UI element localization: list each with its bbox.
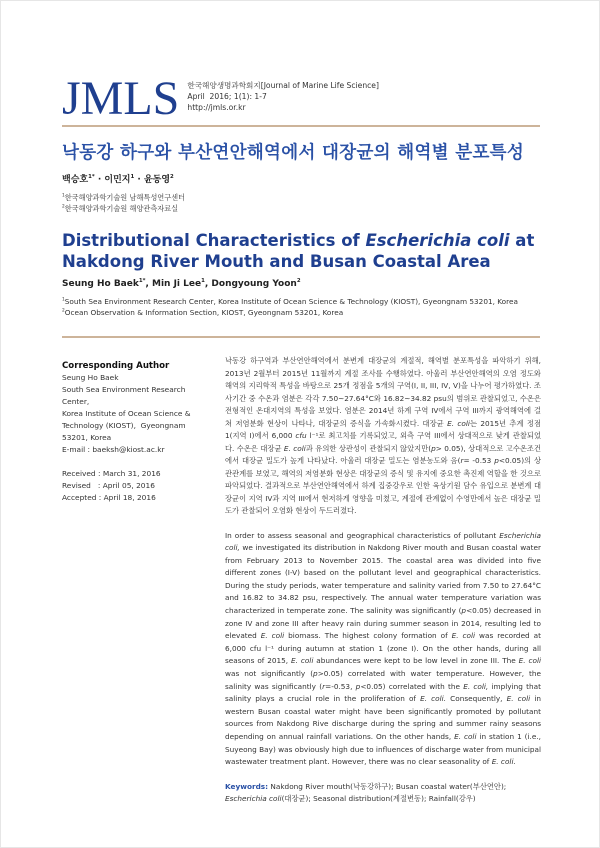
italic-term: E. coli <box>454 732 477 741</box>
text-run: abundances were kept to be low level in zone III. The <box>313 656 519 666</box>
section-divider <box>62 336 540 338</box>
english-abstract <box>225 530 541 769</box>
received-date: Received : March 31, 2016 <box>62 469 161 478</box>
article-body <box>62 355 541 806</box>
text-run: (대장균); Seasonal distribution(계절변동); Rainfall(강우) <box>281 794 476 804</box>
italic-term: E. coli <box>447 418 470 428</box>
author-sup: 1 <box>201 278 205 284</box>
page-content <box>1 1 599 846</box>
italic-term: p <box>313 669 318 679</box>
italic-term: r <box>322 681 326 691</box>
revised-date: Revised : April 05, 2016 <box>62 481 155 490</box>
text-run: was recorded at 6,000 cfu l⁻¹ during autumn at station 1 (zone I). On the other hands, during all seasons of 2015, <box>225 631 541 666</box>
italic-term: p <box>494 456 499 465</box>
journal-url[interactable]: http://jmls.or.kr <box>187 103 246 112</box>
affiliation-text: Ocean Observation & Information Section, KIOST, Gyeongnam 53201, Korea <box>64 308 344 317</box>
italic-term: E. coli <box>260 631 285 641</box>
affiliation-text: 한국해양과학기술원 남해특성연구센터 <box>64 193 186 202</box>
italic-term: Escherichia coli <box>225 794 282 804</box>
author-sup: 1 <box>130 174 135 180</box>
text-run: in western Busan coastal water might have been significantly promoted by pollutant sources from Nakdong Rive discharge during the spring and summer rainy seasons depending on annual rainfall variations. On the other hands, <box>225 694 541 741</box>
author-name: 백승호 <box>62 175 89 185</box>
text-run: Consequently, <box>446 694 507 704</box>
author-separator: · <box>97 175 102 185</box>
journal-issue: April 2016; 1(1): 1-7 <box>187 92 267 101</box>
ca-line: 53201, Korea <box>62 433 112 442</box>
text-run: = -0.53 <box>463 456 495 465</box>
abstract-column <box>225 355 541 806</box>
text-run: Nakdong River mouth(낙동강하구); Busan coastal water(부산연안); <box>270 781 507 791</box>
affiliation-sup: 2 <box>62 308 65 314</box>
header-divider <box>62 125 540 127</box>
italic-term: E. coli <box>451 631 476 641</box>
text-run: implying that salinity plays a crucial role in the proliferation of <box>225 681 541 704</box>
italic-term: p <box>461 606 467 616</box>
text-run: <0.05)의 상관관계를 보였고, 해역의 저염분화 현상은 대장균의 증식 및 유지에 중요한 촉진제 역할을 한 것으로 파악되었다. 결과적으로 부산연안해역에서 하계 집중강우로 인한 육상기원 담수 유입으로 분변계 대장균이 지역 IV과 지역 III에서 현저하게 영향을 미쳤고, 계절에 관계없이 수영만에서 높은 대장균 밀도가 관찰되어 오염화 현상이 두드러졌다. <box>225 456 542 515</box>
text-run: In order to assess seasonal and geographical characteristics of pollutant <box>225 530 500 540</box>
author-name: Min Ji Lee <box>152 279 202 289</box>
italic-term: r <box>460 456 464 465</box>
italic-term: E. coli. <box>491 757 516 767</box>
author-name: Dongyoung Yoon <box>211 279 297 289</box>
author-name: Seung Ho Baek <box>62 279 139 289</box>
text-run: was not significantly ( <box>225 669 314 679</box>
english-title-line-1 <box>62 230 541 251</box>
english-affiliations <box>62 296 541 318</box>
affiliation <box>62 203 541 214</box>
author-name: 이민지 <box>104 175 131 185</box>
author-name: 윤동영 <box>143 175 171 185</box>
korean-title: 낙동강 하구와 부산연안해역에서 대장균의 해역별 분포특성 <box>62 143 525 163</box>
text-run: in station 1 (i.e., Suyeong Bay) was obviously high due to influences of discharge water from municipal wastewater treatment plant. However, there was no clear seasonality of <box>225 732 541 767</box>
journal-header <box>62 1 541 123</box>
corresponding-author-box <box>62 360 214 504</box>
affiliation-sup: 1 <box>62 297 65 303</box>
affiliation-sup: 1 <box>62 193 65 199</box>
author-sup: 1* <box>138 278 146 284</box>
spacer <box>62 456 214 468</box>
italic-term: E. coli <box>283 443 306 453</box>
italic-term: E. coli <box>518 656 542 666</box>
ca-line: Seung Ho Baek <box>62 373 119 382</box>
text-run: biomass. The highest colony formation of <box>284 631 452 641</box>
text-run: >0.05) correlated with water temperature. However, the salinity was significantly ( <box>225 669 541 691</box>
text-run: we investigated its distribution in Nakdong River mouth and Busan coastal water from February 2013 to November 2015. The coastal area was divided into five different zones (I-V) based on the pollutant level and geographical characteristics. During the study periods, water temperature and salinity varied from 7.50 to 27.64°C and 16.82 to 34.82 psu, respectively. The annual water temperature variation was characterized in temperate zone. The salinity was significantly ( <box>225 543 541 616</box>
korean-affiliations <box>62 192 541 214</box>
corresponding-author-heading: Corresponding Author <box>62 361 170 371</box>
text-run: > 0.05), 상대적으로 고수온조건에서 대장균 밀도가 높게 나타났다. 아울러 대장균 밀도는 염분농도와 음( <box>225 443 542 465</box>
text-run: 과 유의한 상관성이 관찰되지 않았지만( <box>305 443 432 453</box>
text-run: =-0.53, <box>325 681 356 691</box>
affiliation-text: South Sea Environment Research Center, Korea Institute of Ocean Science & Technology (KIOST), Gyeongnam 53201, Korea <box>64 297 518 306</box>
english-authors <box>62 278 541 291</box>
italic-term: E. coli, <box>463 681 489 691</box>
italic-term: cfu <box>295 431 307 440</box>
italic-term: E. coli. <box>420 694 447 704</box>
author-sup: 2 <box>296 278 301 284</box>
text-run: 는 2015년 추계 정점 1(지역 I)에서 6,000 <box>225 418 541 440</box>
title-text: Distributional Characteristics of <box>62 231 366 250</box>
journal-name: 한국해양생명과학회지[Journal of Marine Life Science] <box>187 81 379 90</box>
accepted-date: Accepted : April 18, 2016 <box>62 493 156 502</box>
italic-term: p <box>355 681 361 691</box>
italic-term: E. coli <box>291 656 314 666</box>
affiliation-sup: 2 <box>62 204 65 210</box>
title-text: at <box>509 231 535 250</box>
korean-abstract <box>225 355 541 518</box>
text-run: <0.05) correlated with the <box>360 681 464 691</box>
english-title-line-2: Nakdong River Mouth and Busan Coastal Area <box>62 252 491 271</box>
english-title <box>62 230 541 272</box>
ca-email[interactable]: E-mail : baeksh@kiost.ac.kr <box>62 445 165 454</box>
journal-meta <box>187 75 379 113</box>
korean-authors <box>62 174 541 187</box>
author-separator: , <box>145 279 152 289</box>
italic-term: E. coli <box>506 694 531 704</box>
ca-line: South Sea Environment Research Center, <box>62 385 188 406</box>
author-separator: · <box>137 175 141 185</box>
italic-term: p <box>431 443 436 453</box>
affiliation <box>62 307 541 318</box>
affiliation <box>62 296 541 307</box>
author-separator: , <box>204 279 212 289</box>
keywords <box>225 781 541 806</box>
italic-term: Escherichia coli, <box>225 530 541 553</box>
text-run: 낙동강 하구역과 부산연안해역에서 분변계 대장균의 계절적, 해역별 분포특성을 파악하기 위해, 2013년 2월부터 2015년 11월까지 계절 조사를 수행하였다. 아울러 부산연안해역의 오염 정도와 해역의 지리학적 특성을 바탕으로 25개 정점을 5개의 구역(I, II, III, IV, V)을 나누어 평가하였다. 조사기간 중 수온과 염분은 각각 7.50~27.64°C와 16.82~34.82 psu의 범위로 관찰되었고, 수온은 전형적인 온대지역의 특성을 보였다. 염분은 2014년 하계 구역 IV에서 구역 III까지 광역해역에 걸쳐 저염분화 현상이 나타나, 대장균의 증식을 가속화시켰다. 대장균 <box>225 356 541 428</box>
text-run: l⁻¹로 최고치를 기록되었고, 외측 구역 III에서 상대적으로 낮게 관찰되었다. 수온은 대장균 <box>225 431 541 453</box>
ca-line: Korea Institute of Ocean Science & <box>62 409 191 418</box>
author-sup: 1* <box>88 174 95 180</box>
text-run: <0.05) decreased in zone IV and zone III after heavy rain during summer season in 2014, resulting led to elevated <box>225 606 541 641</box>
affiliation-text: 한국해양과학기술원 해양관측자료실 <box>64 204 179 213</box>
keywords-label: Keywords: <box>225 781 269 791</box>
author-sup: 2 <box>170 174 174 180</box>
ca-line: Technology (KIOST), Gyeongnam <box>62 421 186 430</box>
affiliation <box>62 192 541 203</box>
title-species: Escherichia coli <box>365 231 510 250</box>
journal-logo: JMLS <box>62 72 180 125</box>
